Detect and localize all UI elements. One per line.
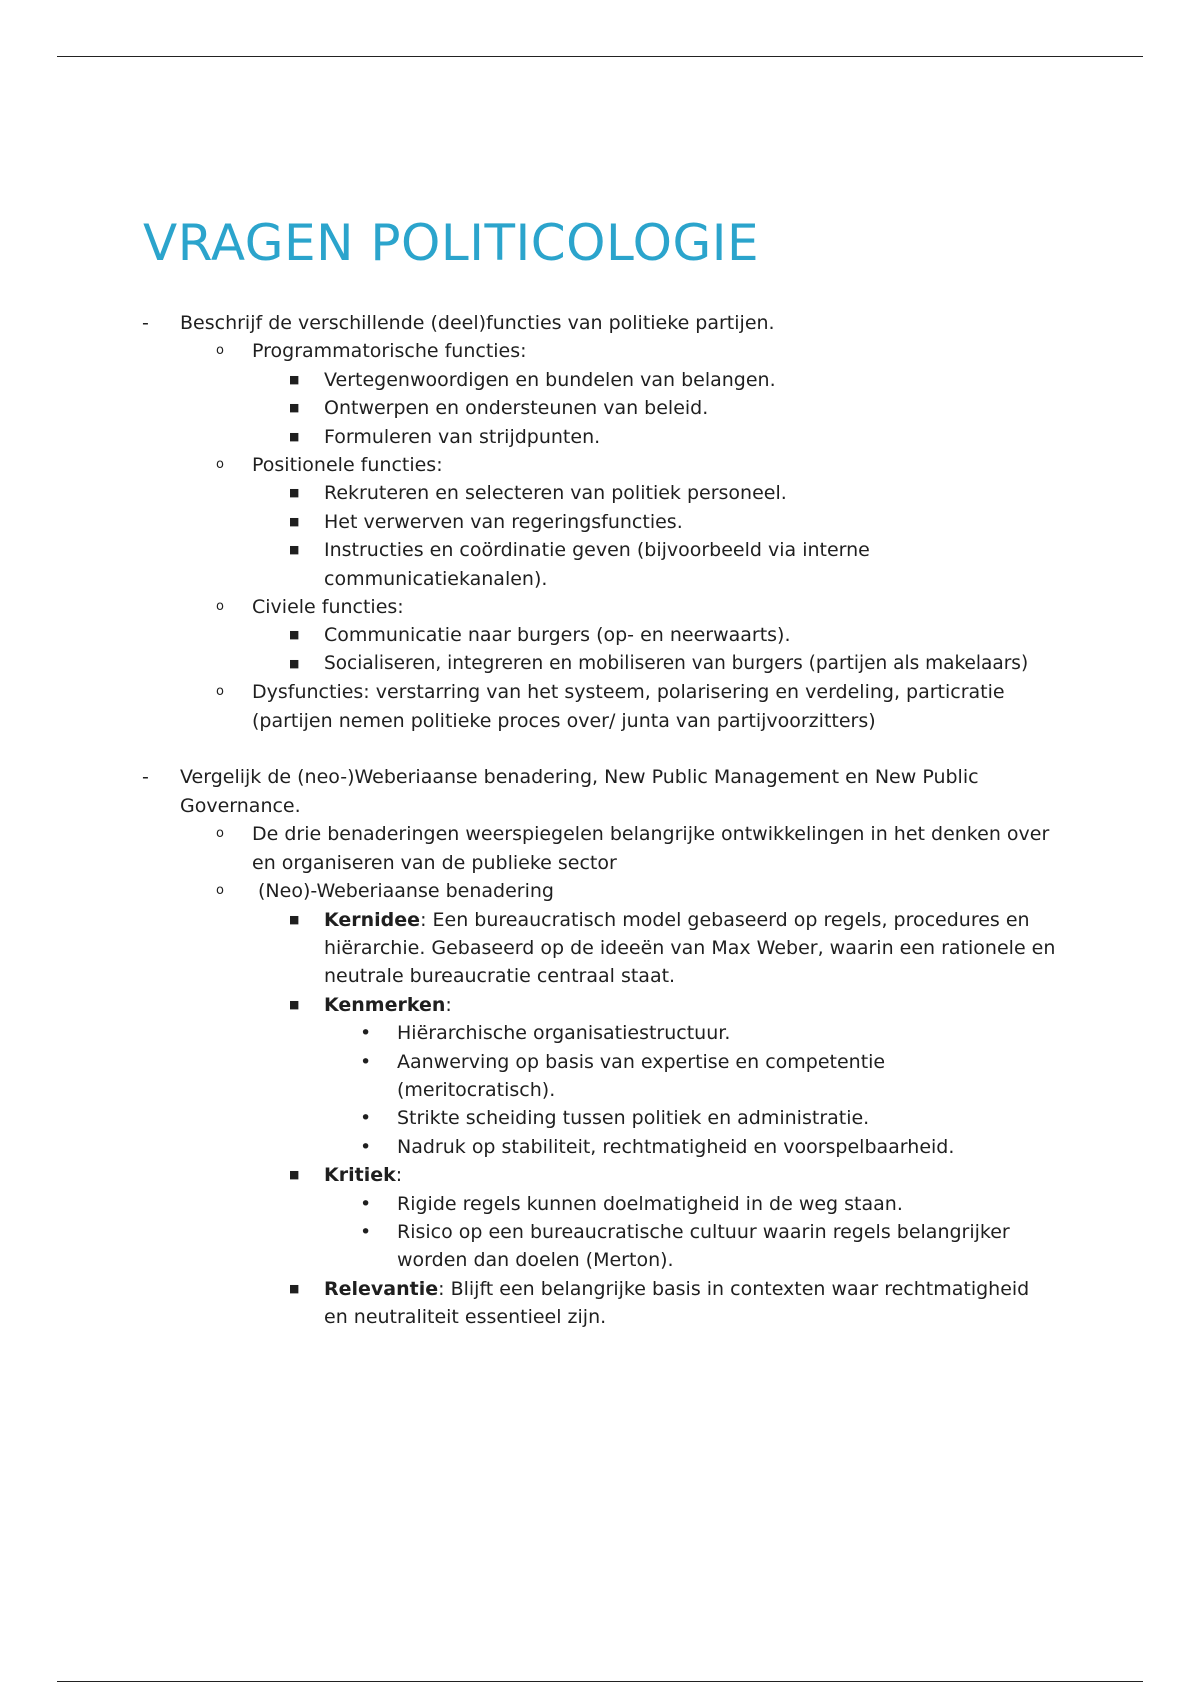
list-item: ■ Formuleren van strijdpunten. bbox=[0, 423, 1200, 451]
header-rule bbox=[57, 56, 1143, 57]
list-item: ■ Rekruteren en selecteren van politiek personeel. bbox=[0, 479, 1200, 507]
list-item: ■ Communicatie naar burgers (op- en neerwaarts). bbox=[0, 621, 1200, 649]
list-item: • Strikte scheiding tussen politiek en administratie. bbox=[0, 1104, 1200, 1132]
section-label: Positionele functies: bbox=[252, 454, 443, 477]
footer-rule bbox=[57, 1681, 1143, 1682]
circle-bullet: o bbox=[216, 684, 224, 700]
section-label: (Neo)-Weberiaanse benadering bbox=[258, 880, 554, 903]
question-text: Vergelijk de (neo-)Weberiaanse benadering, New Public Management en New Public Governance. bbox=[180, 766, 979, 817]
list-item: • Aanwerving op basis van expertise en competentie (meritocratisch). bbox=[0, 1048, 1200, 1105]
dash-bullet: - bbox=[142, 766, 149, 789]
list-item: o De drie benaderingen weerspiegelen belangrijke ontwikkelingen in het denken over en organiseren van de publieke sector bbox=[0, 820, 1200, 877]
square-bullet: ■ bbox=[289, 1168, 300, 1182]
dash-bullet: - bbox=[142, 312, 149, 334]
term-label: Kenmerken bbox=[324, 993, 446, 1016]
dot-bullet: • bbox=[360, 1107, 372, 1130]
section-label: Programmatorische functies: bbox=[252, 340, 527, 363]
question-1 bbox=[0, 309, 1200, 337]
list-item bbox=[0, 877, 1200, 905]
square-bullet: ■ bbox=[289, 628, 300, 642]
circle-bullet: o bbox=[216, 343, 224, 359]
square-bullet: ■ bbox=[289, 486, 300, 500]
document-body bbox=[0, 309, 1200, 1332]
list-item: ■ Kenmerken: bbox=[0, 991, 1200, 1019]
circle-bullet: o bbox=[216, 457, 224, 473]
list-item: ■ Ontwerpen en ondersteunen van beleid. bbox=[0, 394, 1200, 422]
circle-bullet: o bbox=[216, 599, 224, 615]
square-bullet: ■ bbox=[289, 656, 300, 670]
term-label: Kritiek bbox=[324, 1164, 396, 1187]
list-item bbox=[0, 593, 1200, 621]
dot-bullet: • bbox=[360, 1022, 372, 1045]
term-label: Kernidee bbox=[324, 908, 421, 931]
question-text: Beschrijf de verschillende (deel)functies van politieke partijen. bbox=[180, 312, 775, 334]
term-label: Relevantie bbox=[324, 1277, 439, 1300]
square-bullet: ■ bbox=[289, 543, 300, 557]
list-item: ■ Vertegenwoordigen en bundelen van belangen. bbox=[0, 366, 1200, 394]
dot-bullet: • bbox=[360, 1050, 372, 1073]
list-item: ■ Instructies en coördinatie geven (bijvoorbeeld via interne communicatiekanalen). bbox=[0, 536, 1200, 593]
dot-bullet: • bbox=[360, 1220, 372, 1243]
question-2 bbox=[0, 763, 1200, 820]
list-item: • Rigide regels kunnen doelmatigheid in de weg staan. bbox=[0, 1190, 1200, 1218]
list-item bbox=[0, 451, 1200, 479]
square-bullet: ■ bbox=[289, 372, 300, 386]
circle-bullet: o bbox=[216, 883, 224, 899]
list-item: ■ Kernidee: Een bureaucratisch model gebaseerd op regels, procedures en hiërarchie. Gebaseerd op de ideeën van Max Weber, waarin een rationele en neutrale bureaucratie centraal staat. bbox=[0, 906, 1200, 991]
square-bullet: ■ bbox=[289, 429, 300, 443]
square-bullet: ■ bbox=[289, 401, 300, 415]
dot-bullet: • bbox=[360, 1192, 372, 1215]
list-item: ■ Relevantie: Blijft een belangrijke basis in contexten waar rechtmatigheid en neutraliteit essentieel zijn. bbox=[0, 1275, 1200, 1332]
square-bullet: ■ bbox=[289, 912, 300, 926]
square-bullet: ■ bbox=[289, 514, 300, 528]
list-item bbox=[0, 337, 1200, 365]
square-bullet: ■ bbox=[289, 997, 300, 1011]
section-label: Civiele functies: bbox=[252, 596, 404, 619]
list-item: o Dysfuncties: verstarring van het systeem, polarisering en verdeling, particratie (partijen nemen politieke proces over/ junta van partijvoorzitters) bbox=[0, 678, 1200, 735]
list-item: • Risico op een bureaucratische cultuur waarin regels belangrijker worden dan doelen (Merton). bbox=[0, 1218, 1200, 1275]
square-bullet: ■ bbox=[289, 1281, 300, 1295]
list-item: ■ Het verwerven van regeringsfuncties. bbox=[0, 508, 1200, 536]
dot-bullet: • bbox=[360, 1135, 372, 1158]
list-item: • Hiërarchische organisatiestructuur. bbox=[0, 1019, 1200, 1047]
circle-bullet: o bbox=[216, 826, 224, 842]
list-item: • Nadruk op stabiliteit, rechtmatigheid en voorspelbaarheid. bbox=[0, 1133, 1200, 1161]
list-item: ■ Kritiek: bbox=[0, 1161, 1200, 1189]
page-title: VRAGEN POLITICOLOGIE bbox=[143, 214, 760, 272]
spacer bbox=[0, 735, 1200, 763]
list-item: ■ Socialiseren, integreren en mobiliseren van burgers (partijen als makelaars) bbox=[0, 650, 1200, 678]
